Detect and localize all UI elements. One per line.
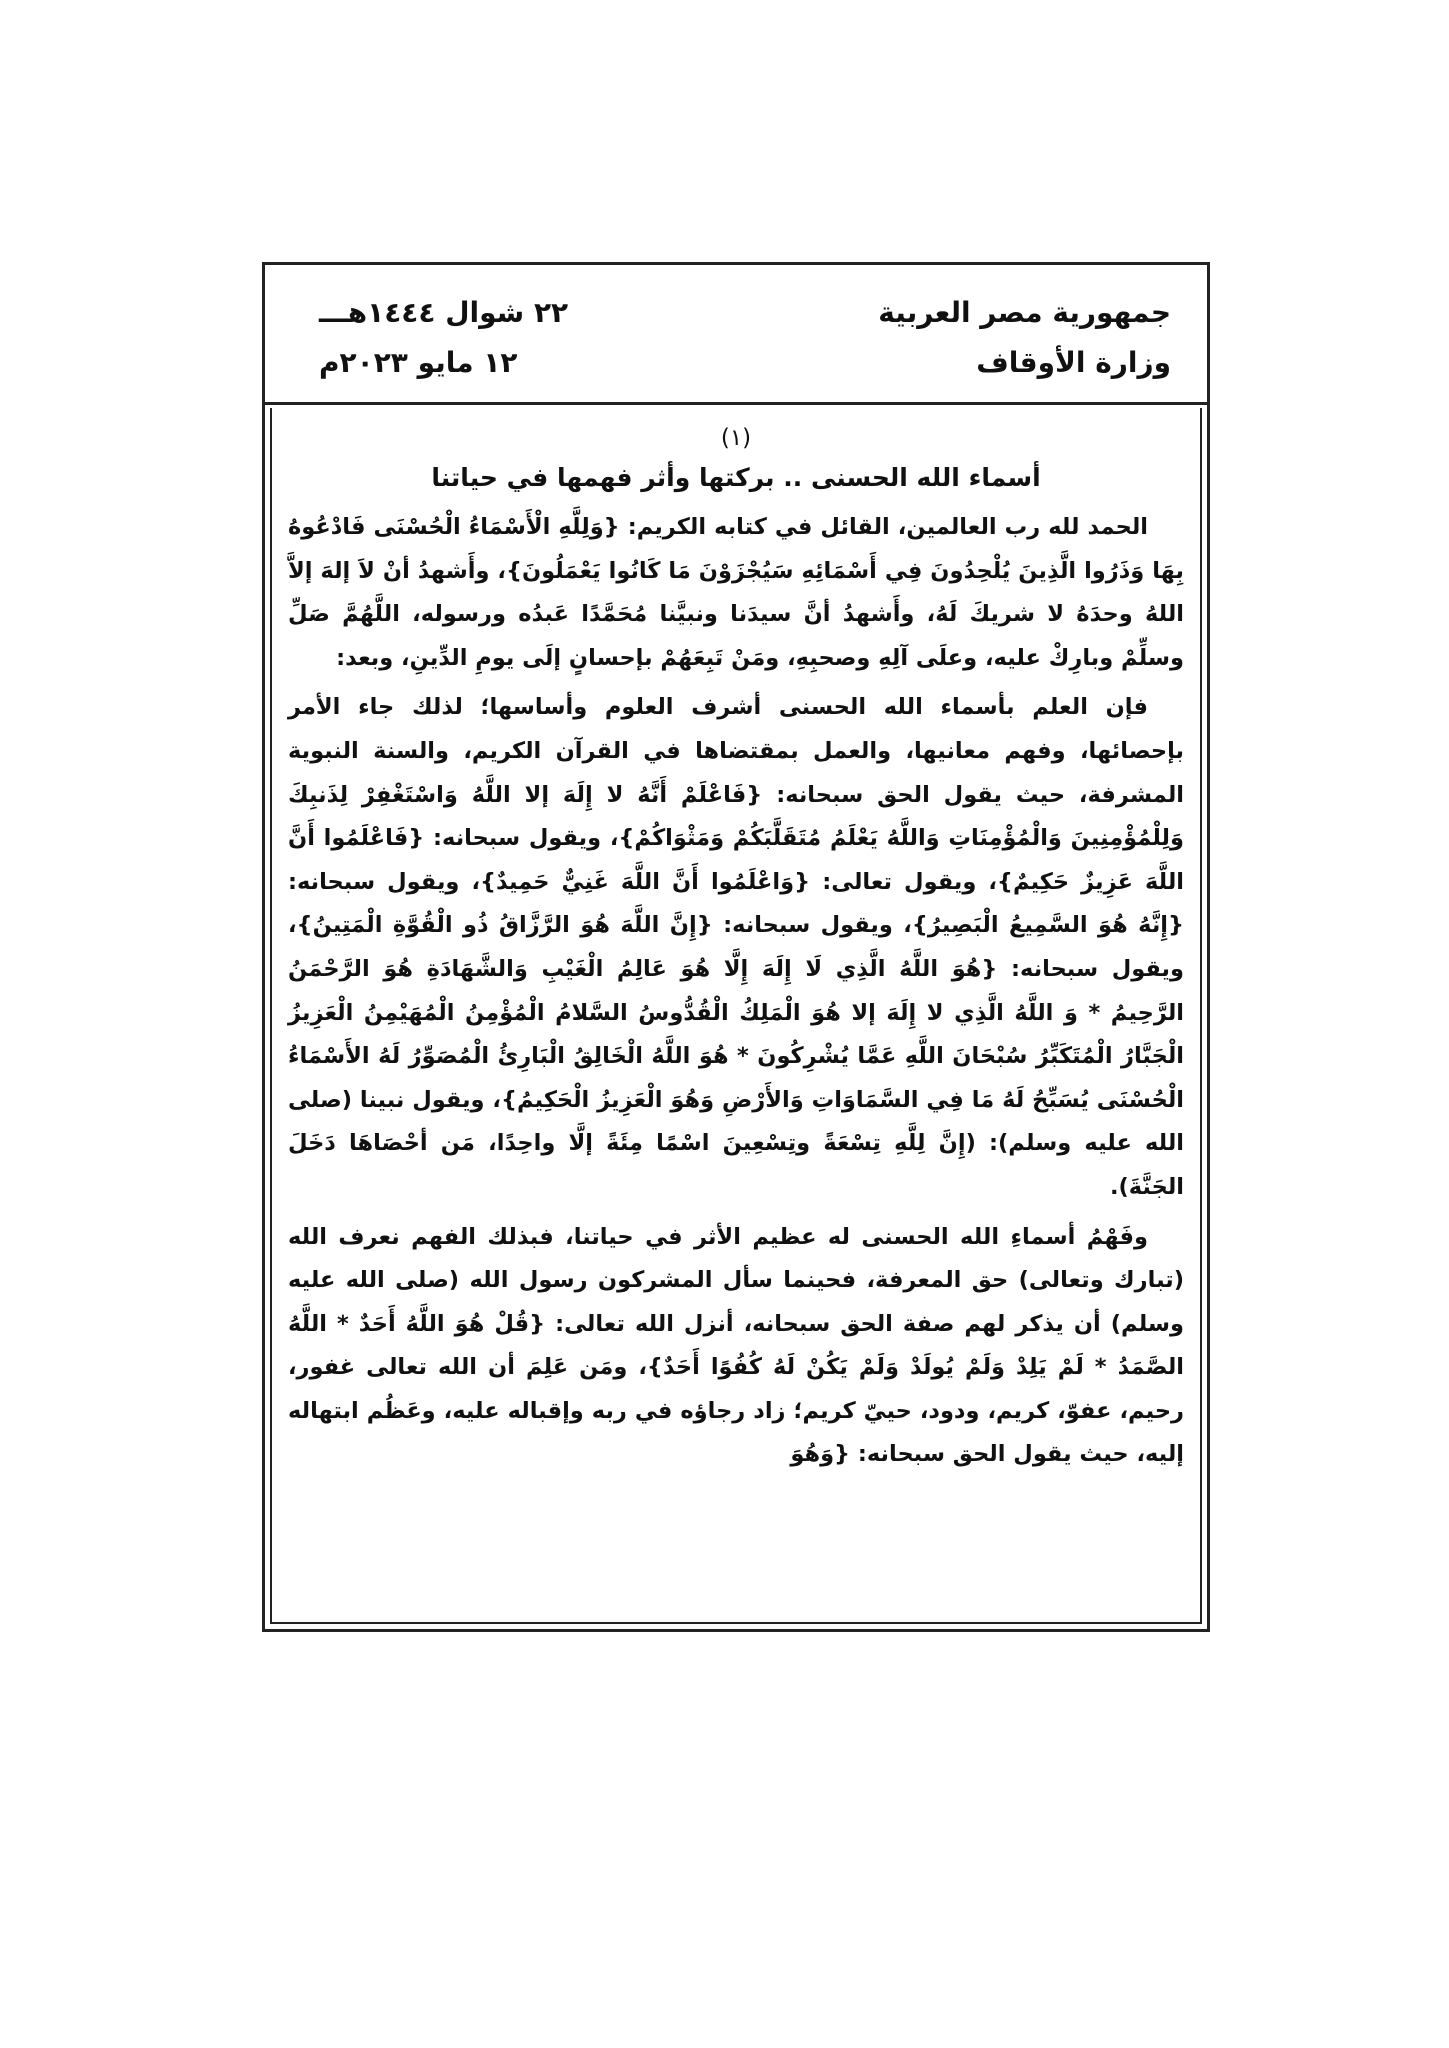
ministry-name: وزارة الأوقاف: [976, 346, 1171, 379]
paragraph-opening: الحمد لله رب العالمين، القائل في كتابه الكريم: {وَلِلَّهِ الْأَسْمَاءُ الْحُسْنَى فَادْعُوهُ بِهَا وَذَرُوا الَّذِينَ يُلْحِدُونَ فِي أَسْمَائِهِ سَيُجْزَوْنَ مَا كَانُوا يَعْمَلُونَ}، وأَشهدُ أنْ لاَ إلهَ إلاَّ اللهُ وحدَهُ لا شريكَ لَهُ، وأَشهدُ أنَّ سيدَنا ونبيَّنا مُحَمَّدًا عَبدُه ورسوله، اللَّهُمَّ صَلِّ وسلِّمْ وبارِكْ عليه، وعلَى آلِهِ وصحبِهِ، ومَنْ تَبِعَهُمْ بإحسانٍ إلَى يومِ الدِّينِ، وبعد:: [288, 514, 1184, 671]
hijri-date: ٢٢ شوال ١٤٤٤هـــ: [319, 296, 569, 329]
paragraph-knowledge: فإن العلم بأسماء الله الحسنى أشرف العلوم وأساسها؛ لذلك جاء الأمر بإحصائها، وفهم معانيها، والعمل بمقتضاها في القرآن الكريم، والسنة النبوية المشرفة، حيث يقول الحق سبحانه: {فَاعْلَمْ أَنَّهُ لا إِلَهَ إلا اللَّهُ وَاسْتَغْفِرْ لِذَنبِكَ وَلِلْمُؤْمِنِينَ وَالْمُؤْمِنَاتِ وَاللَّهُ يَعْلَمُ مُتَقَلَّبَكُمْ وَمَثْوَاكُمْ}، ويقول سبحانه: {فَاعْلَمُوا أَنَّ اللَّهَ عَزِيزٌ حَكِيمٌ}، ويقول تعالى: {وَاعْلَمُوا أَنَّ اللَّهَ غَنِيٌّ حَمِيدٌ}، ويقول سبحانه: {إِنَّهُ هُوَ السَّمِيعُ الْبَصِيرُ}، ويقول سبحانه: {إِنَّ اللَّهَ هُوَ الرَّزَّاقُ ذُو الْقُوَّةِ الْمَتِينُ}، ويقول سبحانه: {هُوَ اللَّهُ الَّذِي لَا إِلَهَ إِلَّا هُوَ عَالِمُ الْغَيْبِ وَالشَّهَادَةِ هُوَ الرَّحْمَنُ الرَّحِيمُ * وَ اللَّهُ الَّذِي لا إِلَهَ إلا هُوَ الْمَلِكُ الْقُدُّوسُ السَّلامُ الْمُؤْمِنُ الْمُهَيْمِنُ الْعَزِيزُ الْجَبَّارُ الْمُتَكَبِّرُ سُبْحَانَ اللَّهِ عَمَّا يُشْرِكُونَ * هُوَ اللَّهُ الْخَالِقُ الْبَارِئُ الْمُصَوِّرُ لَهُ الأَسْمَاءُ الْحُسْنَى يُسَبِّحُ لَهُ مَا فِي السَّمَاوَاتِ وَالأَرْضِ وَهُوَ الْعَزِيزُ الْحَكِيمُ}، ويقول نبينا (صلى الله عليه وسلم): (إِنَّ لِلَّهِ تِسْعَةً وتِسْعِينَ اسْمًا مِئَةً إلَّا واحِدًا، مَن أحْصَاهَا دَخَلَ الجَنَّةَ).: [288, 694, 1184, 1200]
gregorian-date: ١٢ مايو ٢٠٢٣م: [319, 346, 518, 379]
document-page: [262, 262, 1210, 1632]
document-title: أسماء الله الحسنى .. بركتها وأثر فهمها في حياتنا: [431, 463, 1041, 492]
country-name: جمهورية مصر العربية: [878, 296, 1171, 329]
page-number: (١): [720, 425, 752, 451]
document-header: [265, 265, 1207, 405]
paragraph-understanding: وفَهْمُ أسماءِ الله الحسنى له عظيم الأثر في حياتنا، فبذلك الفهم نعرف الله (تبارك وتعالى) حق المعرفة، فحينما سأل المشركون رسول الله (صلى الله عليه وسلم) أن يذكر لهم صفة الحق سبحانه، أنزل الله تعالى: {قُلْ هُوَ اللَّهُ أَحَدٌ * اللَّهُ الصَّمَدُ * لَمْ يَلِدْ وَلَمْ يُولَدْ وَلَمْ يَكُنْ لَهُ كُفُوًا أَحَدٌ}، ومَن عَلِمَ أن الله تعالى غفور، رحيم، عفوّ، كريم، ودود، حييّ كريم؛ زاد رجاؤه في ربه وإقباله عليه، وعَظُم ابتهاله إليه، حيث يقول الحق سبحانه: {وَهُوَ: [288, 1223, 1184, 1468]
document-body: [270, 408, 1202, 1624]
